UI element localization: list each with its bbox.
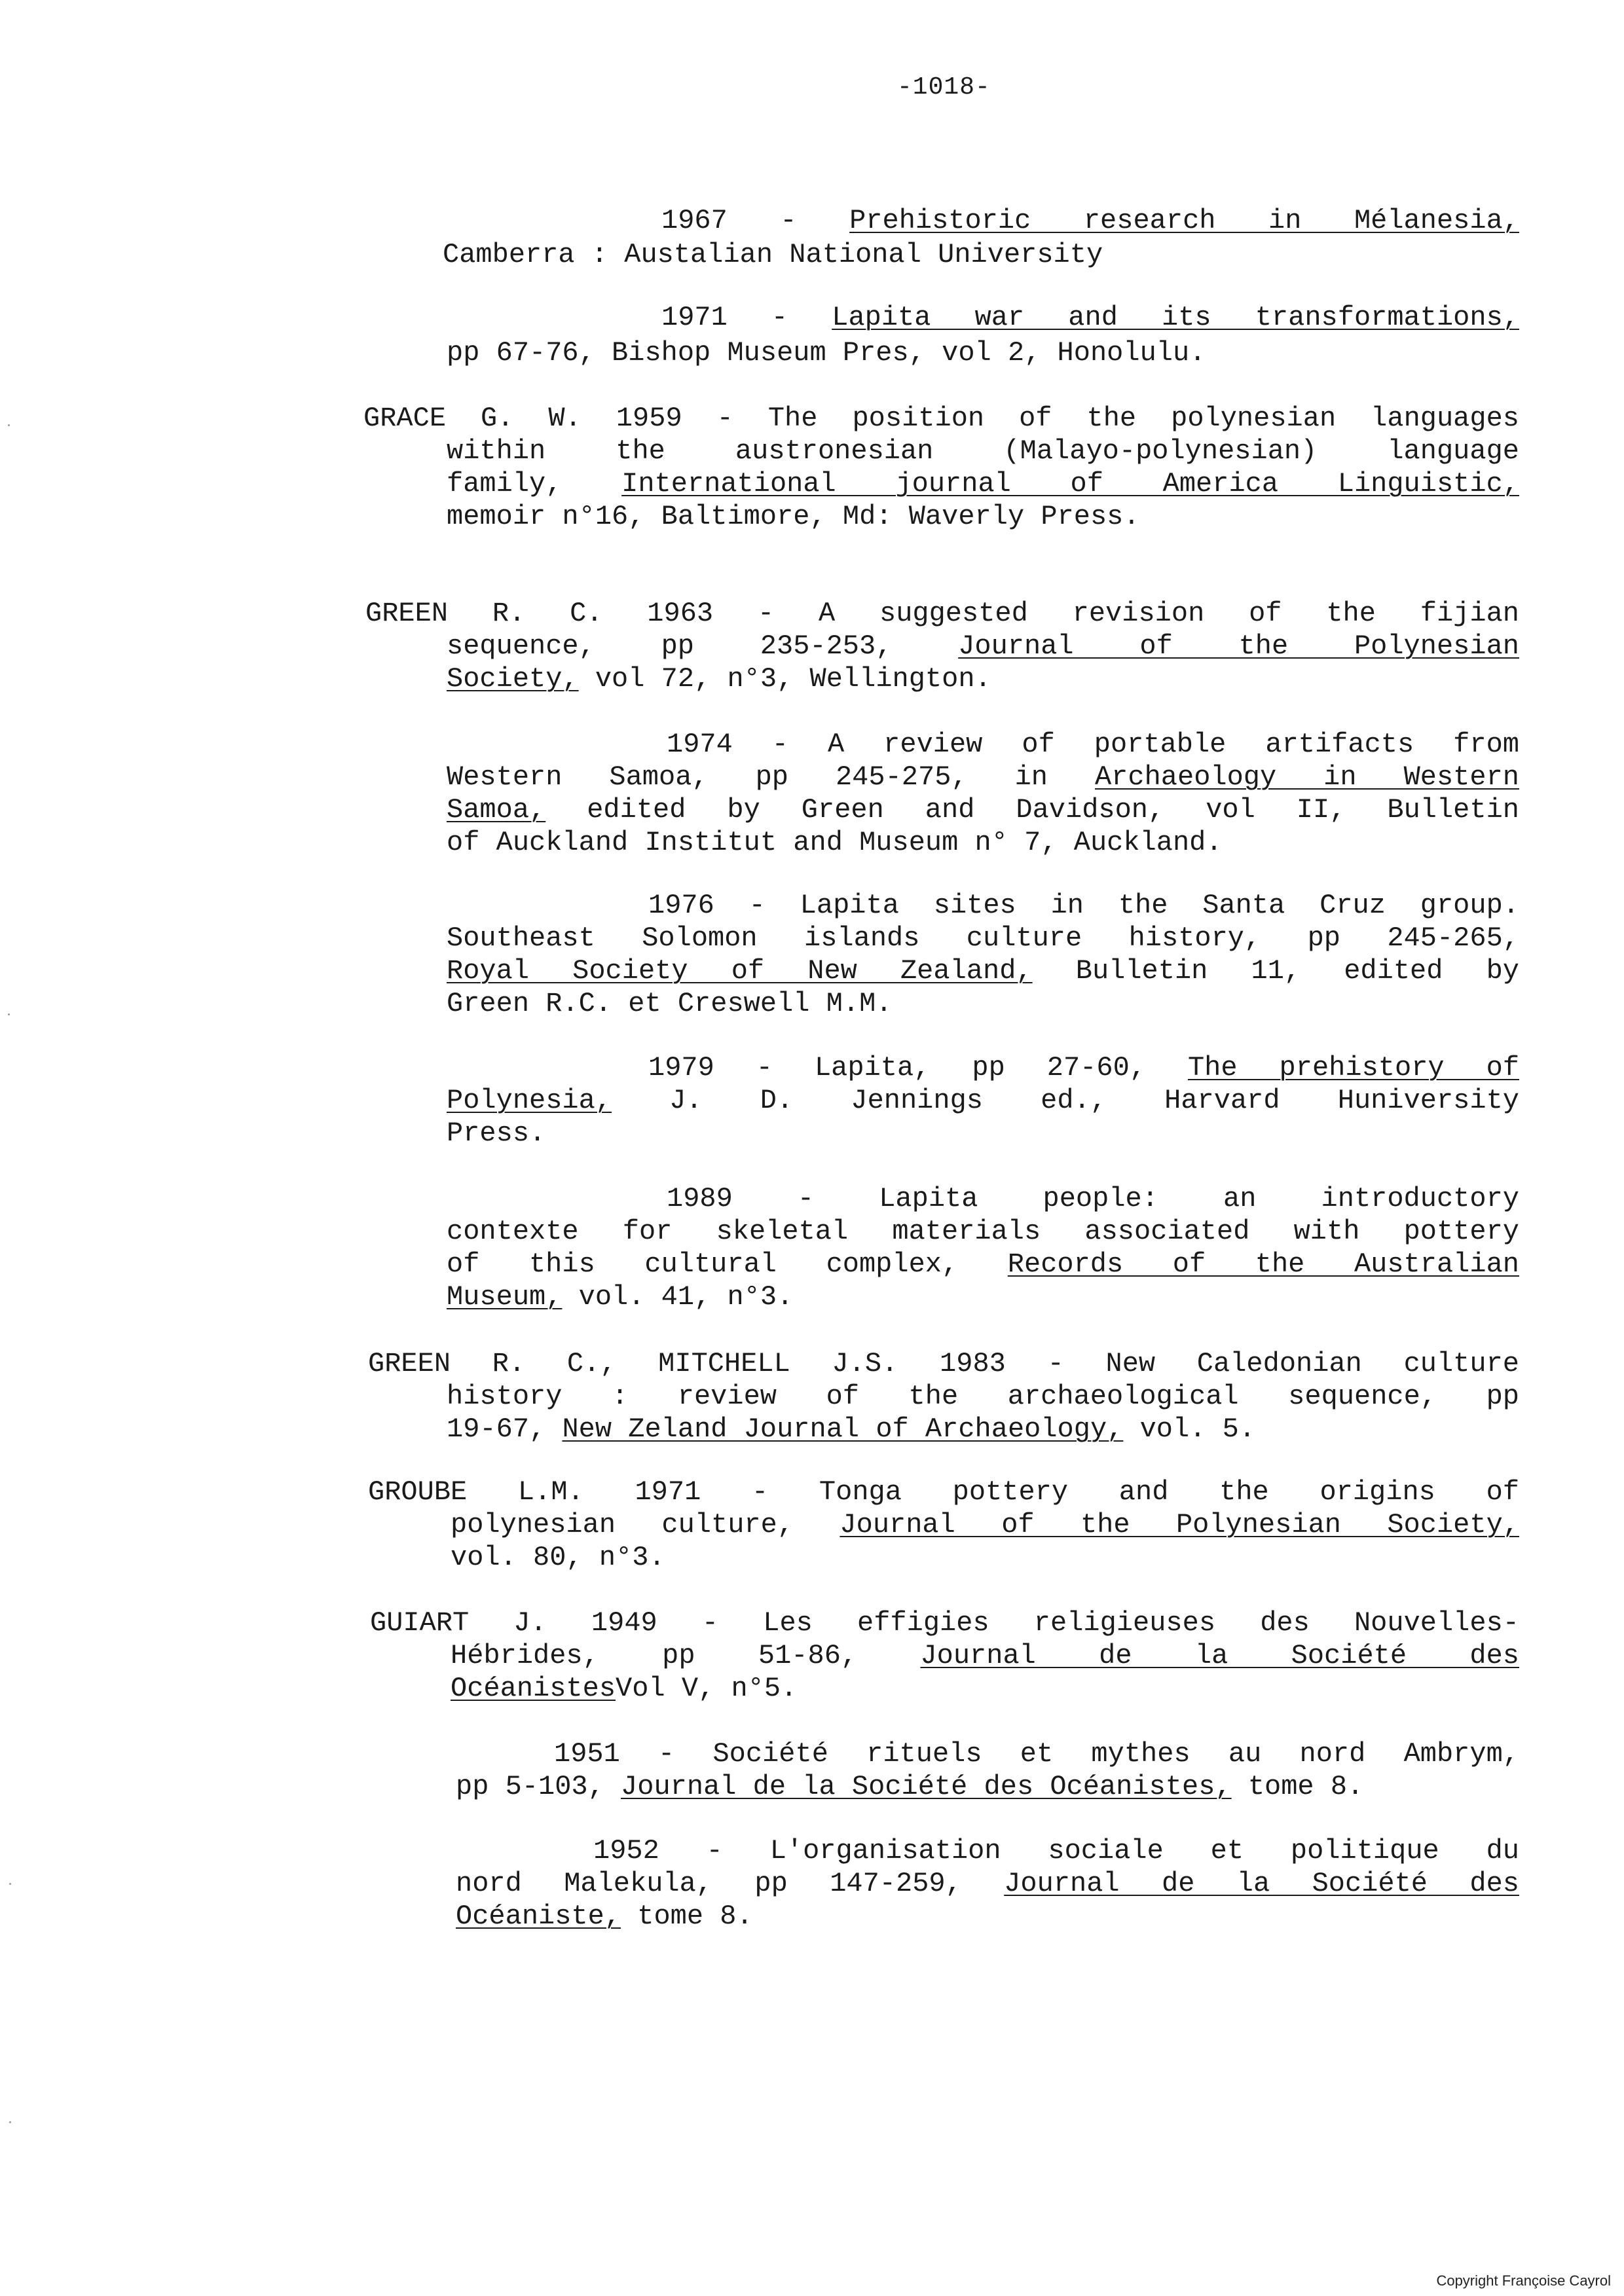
publication-title: International journal of America Linguistic, (621, 468, 1519, 500)
entry-line (368, 1347, 1519, 1381)
publication-title: Océanistes (451, 1673, 616, 1704)
entry-line (447, 826, 1223, 860)
text-segment: family, (447, 468, 622, 500)
publication-title: Prehistoric research in Mélanesia, (849, 205, 1519, 236)
entry-line (447, 500, 1140, 534)
text-segment: memoir n°16, Baltimore, Md: Waverly Press. (447, 501, 1140, 532)
text-segment: vol. 41, n°3. (562, 1281, 794, 1313)
text-segment: pp 67-76, Bishop Museum Pres, vol 2, Honolulu. (447, 337, 1206, 369)
publication-title: Journal de la Société des (920, 1640, 1519, 1671)
text-segment: vol. 5. (1123, 1413, 1256, 1445)
text-segment: Southeast Solomon islands culture history, pp 245-265, (447, 922, 1519, 954)
entry-line (667, 728, 1519, 761)
entry-line (447, 467, 1519, 501)
publication-title: Archaeology in Western (1094, 761, 1519, 793)
entry-line (661, 301, 1519, 335)
text-segment: 1971 - (661, 302, 832, 333)
text-segment: Press. (447, 1118, 546, 1149)
publication-title: Océaniste, (456, 1901, 621, 1932)
text-segment: Western Samoa, pp 245-275, in (447, 761, 1095, 793)
text-segment: GUIART J. 1949 - Les effigies religieuses des Nouvelles- (370, 1607, 1519, 1639)
text-segment: vol. 80, n°3. (451, 1542, 665, 1573)
entry-line (456, 1770, 1363, 1804)
text-segment: polynesian culture, (451, 1509, 840, 1540)
text-segment: GRACE G. W. 1959 - The position of the polynesian languages (363, 403, 1519, 434)
entry-line (447, 987, 893, 1021)
copyright-notice: Copyright Françoise Cayrol (1436, 2272, 1611, 2289)
text-segment: nord Malekula, pp 147-259, (456, 1868, 1005, 1899)
entry-line (447, 922, 1519, 955)
entry-line (443, 238, 1103, 272)
text-segment: of this cultural complex, (447, 1248, 1008, 1280)
entry-line (447, 793, 1519, 827)
text-segment: contexte for skeletal materials associated with pottery (447, 1216, 1519, 1247)
publication-title: Museum, (447, 1281, 563, 1313)
text-segment: 19-67, (447, 1413, 563, 1445)
entry-line (447, 435, 1519, 468)
entry-line (456, 1867, 1519, 1901)
publication-title: Records of the Australian (1007, 1248, 1519, 1280)
text-segment: Bulletin 11, edited by (1032, 955, 1519, 987)
publication-title: The prehistory of (1187, 1052, 1519, 1084)
publication-title: Journal of the Polynesian (958, 630, 1519, 662)
entry-line (447, 955, 1519, 988)
entry-line (447, 663, 991, 696)
entry-line (456, 1900, 753, 1933)
entry-line (447, 1215, 1519, 1248)
entry-line (447, 1413, 1255, 1446)
text-segment: 1989 - Lapita people: an introductory (667, 1183, 1519, 1214)
entry-line (368, 1476, 1519, 1509)
scan-speck (8, 1013, 10, 1015)
entry-line (593, 1834, 1519, 1868)
text-segment: GREEN R. C. 1963 - A suggested revision of the fijian (365, 598, 1519, 629)
entry-line (447, 1084, 1519, 1118)
entry-line (648, 1051, 1519, 1085)
text-segment: Hébrides, pp 51-86, (451, 1640, 921, 1671)
entry-line (370, 1607, 1519, 1640)
text-segment: GREEN R. C., MITCHELL J.S. 1983 - New Caledonian culture (368, 1348, 1519, 1379)
entry-line (447, 1281, 793, 1314)
publication-title: Samoa, (447, 794, 546, 826)
publication-title: Journal de la Société des (1004, 1868, 1519, 1899)
entry-line (451, 1639, 1519, 1673)
text-segment: 1952 - L'organisation sociale et politique du (593, 1835, 1519, 1867)
entry-line (554, 1738, 1519, 1771)
text-segment: tome 8. (1231, 1771, 1364, 1802)
entry-line (447, 1380, 1519, 1413)
publication-title: Society, (447, 663, 579, 695)
publication-title: Royal Society of New Zealand, (447, 955, 1033, 987)
entry-line (447, 630, 1519, 663)
text-segment: J. D. Jennings ed., Harvard Huniversity (612, 1085, 1519, 1116)
scan-speck (9, 1883, 11, 1885)
text-segment: Vol V, n°5. (616, 1673, 798, 1704)
text-segment: 1976 - Lapita sites in the Santa Cruz group. (648, 890, 1519, 921)
text-segment: within the austronesian (Malayo-polynesian) language (447, 435, 1519, 467)
text-segment: 1967 - (661, 205, 850, 236)
publication-title: Polynesia, (447, 1085, 612, 1116)
entry-line (447, 761, 1519, 794)
publication-title: Lapita war and its transformations, (832, 302, 1519, 333)
text-segment: vol 72, n°3, Wellington. (578, 663, 991, 695)
text-segment: Green R.C. et Creswell M.M. (447, 988, 893, 1019)
entry-line (648, 889, 1519, 922)
entry-line (447, 337, 1206, 370)
entry-line (451, 1672, 797, 1705)
text-segment: GROUBE L.M. 1971 - Tonga pottery and the origins of (368, 1476, 1519, 1508)
text-segment: Camberra : Austalian National University (443, 239, 1103, 270)
text-segment: pp 5-103, (456, 1771, 621, 1802)
text-segment: sequence, pp 235-253, (447, 630, 959, 662)
publication-title: Journal of the Polynesian Society, (840, 1509, 1519, 1540)
scan-speck (9, 2121, 11, 2123)
entry-line (661, 204, 1519, 238)
text-segment: edited by Green and Davidson, vol II, Bulletin (545, 794, 1519, 826)
scan-speck (8, 424, 10, 426)
entry-line (365, 597, 1519, 630)
entry-line (363, 402, 1519, 435)
text-segment: 1979 - Lapita, pp 27-60, (648, 1052, 1188, 1084)
text-segment: 1951 - Société rituels et mythes au nord Ambrym, (554, 1738, 1519, 1770)
entry-line (451, 1508, 1519, 1542)
text-segment: tome 8. (621, 1901, 753, 1932)
publication-title: Journal de la Société des Océanistes, (621, 1771, 1232, 1802)
text-segment: history : review of the archaeological sequence, pp (447, 1381, 1519, 1412)
entry-line (447, 1117, 545, 1150)
entry-line (451, 1541, 665, 1575)
publication-title: New Zeland Journal of Archaeology, (562, 1413, 1124, 1445)
page-number: -1018- (897, 73, 991, 101)
entry-line (447, 1248, 1519, 1281)
text-segment: of Auckland Institut and Museum n° 7, Auckland. (447, 827, 1223, 858)
entry-line (667, 1182, 1519, 1216)
text-segment: 1974 - A review of portable artifacts from (667, 729, 1519, 760)
